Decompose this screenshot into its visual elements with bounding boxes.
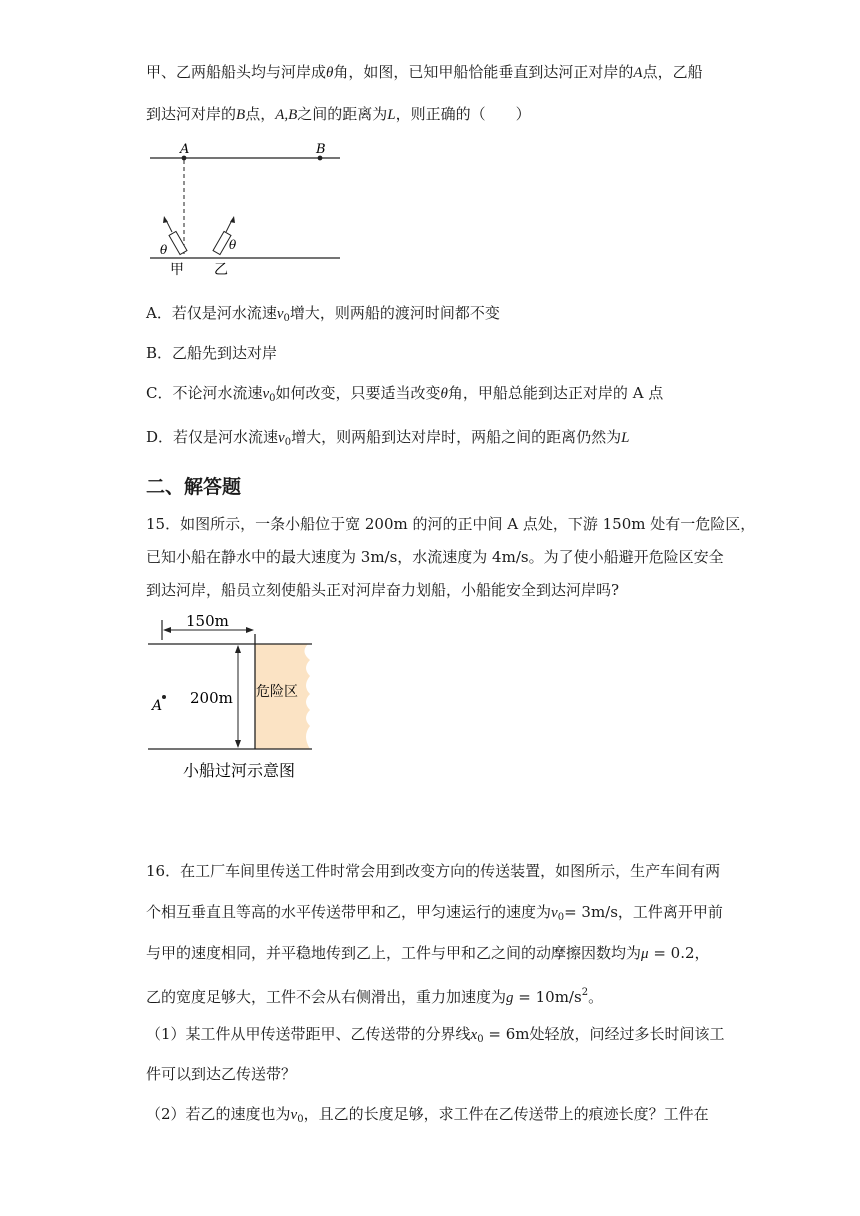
boat-label-jia: 甲 bbox=[170, 262, 184, 278]
theta-label-1: θ bbox=[160, 243, 168, 257]
q15-line-2: 已知小船在静水中的最大速度为 3m/s，水流速度为 4m/s。为了使小船避开危险区安全 bbox=[146, 548, 724, 566]
dist-arrow-right bbox=[246, 627, 254, 633]
river-boats-figure bbox=[140, 136, 350, 280]
option-d: D．若仅是河水流速$v_0$增大，则两船到达对岸时，两船之间的距离仍然为L bbox=[146, 428, 630, 448]
boat-label-yi: 乙 bbox=[214, 262, 228, 278]
q16-line-3: 与甲的速度相同，并平稳地传到乙上，工件与甲和乙之间的动摩擦因数均为μ = 0.2， bbox=[146, 944, 710, 962]
figure-caption: 小船过河示意图 bbox=[183, 761, 296, 780]
q15-line-3: 到达河岸，船员立刻使船头正对河岸奋力划船，小船能安全到达河岸吗? bbox=[146, 581, 620, 599]
width-arrow-top bbox=[235, 645, 241, 653]
q15-line-1: 15．如图所示，一条小船位于宽 200m 的河的正中间 A 点处，下游 150m 处有一危险区， bbox=[146, 515, 756, 533]
point-a-dot bbox=[162, 695, 166, 699]
q16-part2-line-1: （2）若乙的速度也为$v_0$，且乙的长度足够，求工件在乙传送带上的痕迹长度？工件在 bbox=[146, 1105, 709, 1125]
danger-label: 危险区 bbox=[256, 684, 298, 700]
q16-line-2: 个相互垂直且等高的水平传送带甲和乙，甲匀速运行的速度为$v_0= 3m/s$，工件离开甲前 bbox=[146, 903, 723, 923]
q16-line-1: 16．在工厂车间里传送工件时常会用到改变方向的传送装置，如图所示，生产车间有两 bbox=[146, 862, 721, 880]
width-arrow-bottom bbox=[235, 740, 241, 748]
q14-line-2: 到达河对岸的B点，A,B之间的距离为L，则正确的（ ） bbox=[146, 105, 531, 123]
q16-part1-line-1: （1）某工件从甲传送带距甲、乙传送带的分界线$x_0 = 6m$处轻放，问经过多长时间该工 bbox=[146, 1025, 725, 1045]
point-a-label: A bbox=[180, 142, 190, 157]
dist-arrow-left bbox=[163, 627, 171, 633]
theta-symbol: θ bbox=[326, 65, 334, 81]
width-label: 200m bbox=[190, 689, 233, 707]
boat-crossing-figure bbox=[140, 606, 330, 784]
q16-part1-line-2: 件可以到达乙传送带？ bbox=[146, 1065, 297, 1083]
point-b-label: B bbox=[316, 142, 326, 157]
option-b: B．乙船先到达对岸 bbox=[146, 344, 278, 362]
theta-label-2: θ bbox=[229, 238, 237, 252]
q14-line-1: 甲、乙两船船头均与河岸成θ角，如图，已知甲船恰能垂直到达河正对岸的A点，乙船 bbox=[146, 63, 703, 81]
option-c: C．不论河水流速$v_0$如何改变，只要适当改变θ角，甲船总能到达正对岸的 A 点 bbox=[146, 384, 664, 404]
section-title: 二、解答题 bbox=[146, 476, 242, 498]
dist-label: 150m bbox=[186, 612, 229, 630]
point-a-label: A bbox=[152, 698, 163, 714]
option-a: A．若仅是河水流速$v_0$增大，则两船的渡河时间都不变 bbox=[146, 304, 500, 324]
q16-line-4: 乙的宽度足够大，工件不会从右侧滑出，重力加速度为$g = 10m/s^2$。 bbox=[146, 987, 604, 1006]
